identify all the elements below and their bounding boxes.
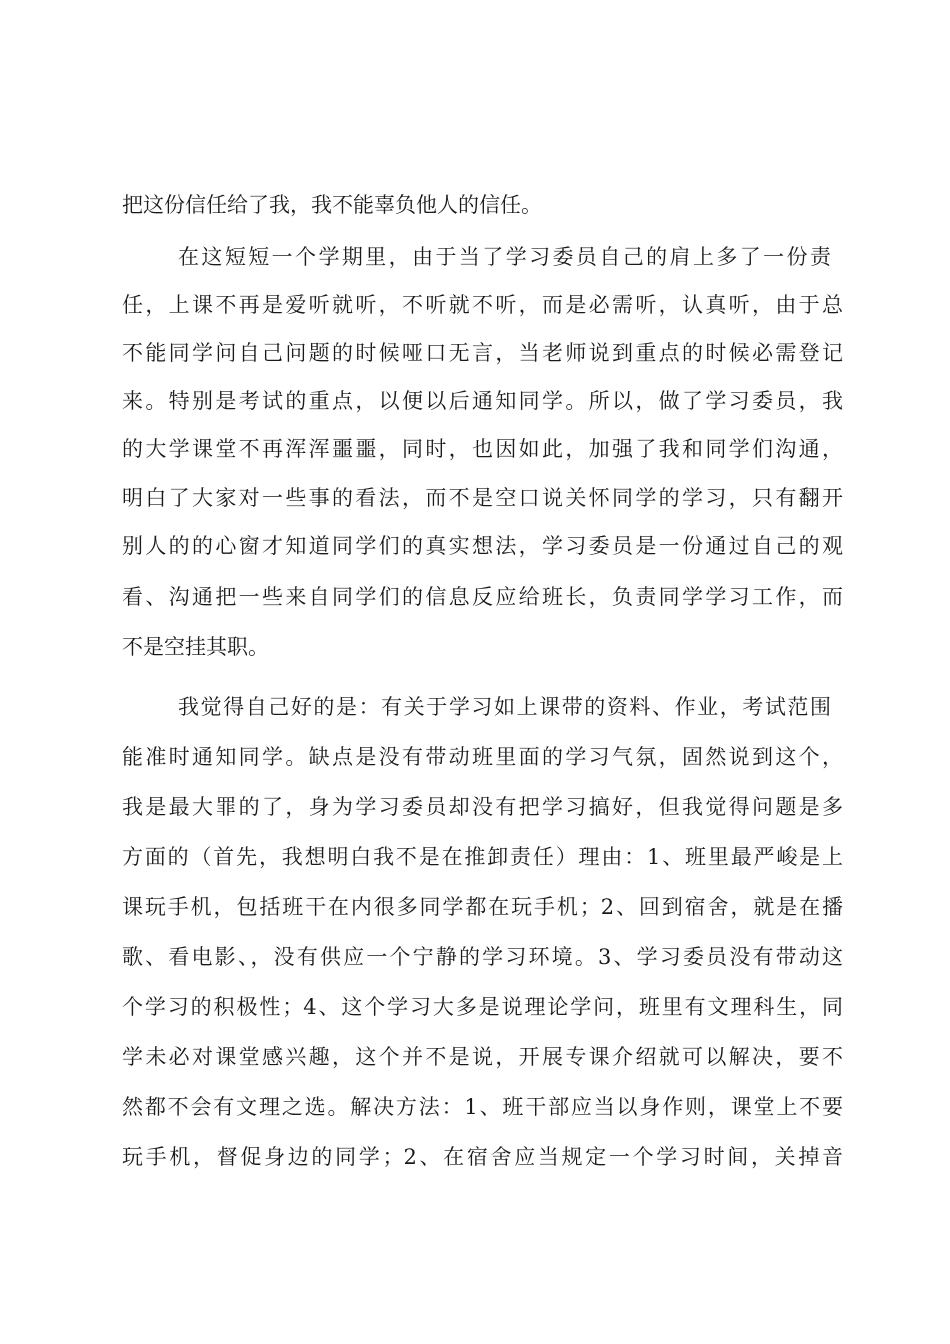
text-line: 方面的（首先，我想明白我不是在推卸责任）理由：1、班里最严峻是上 (122, 845, 843, 869)
text-line: 任，上课不再是爱听就听，不听就不听，而是必需听，认真听，由于总 (122, 293, 843, 317)
text-line: 然都不会有文理之选。解决方法：1、班干部应当以身作则，课堂上不要 (122, 1095, 843, 1119)
text-line: 我是最大罪的了，身为学习委员却没有把学习搞好，但我觉得问题是多 (122, 795, 843, 819)
paragraph-last-line: 不是空挂其职。 (122, 635, 269, 659)
text-line: 不能同学问自己问题的时候哑口无言，当老师说到重点的时候必需登记 (122, 341, 843, 365)
text-line: 的大学课堂不再浑浑噩噩，同时，也因如此，加强了我和同学们沟通， (122, 437, 843, 461)
text-line-continuation: 把这份信任给了我，我不能辜负他人的信任。 (122, 193, 542, 217)
text-line: 能准时通知同学。缺点是没有带动班里面的学习气氛，固然说到这个， (122, 745, 843, 769)
text-line: 来。特别是考试的重点，以便以后通知同学。所以，做了学习委员，我 (122, 389, 843, 413)
text-line: 个学习的积极性；4、这个学习大多是说理论学问，班里有文理科生，同 (122, 995, 843, 1019)
text-line: 明白了大家对一些事的看法，而不是空口说关怀同学的学习，只有翻开 (122, 486, 843, 510)
text-line: 学未必对课堂感兴趣，这个并不是说，开展专课介绍就可以解决，要不 (122, 1045, 843, 1069)
text-line: 课玩手机，包括班干在内很多同学都在玩手机；2、回到宿舍，就是在播 (122, 895, 843, 919)
text-line: 别人的的心窗才知道同学们的真实想法，学习委员是一份通过自己的观 (122, 534, 843, 558)
text-line: 看、沟通把一些来自同学们的信息反应给班长，负责同学学习工作，而 (122, 585, 843, 609)
paragraph-first-line: 我觉得自己好的是：有关于学习如上课带的资料、作业，考试范围 (178, 695, 831, 719)
paragraph-first-line: 在这短短一个学期里，由于当了学习委员自己的肩上多了一份责 (178, 245, 831, 269)
text-line: 歌、看电影、，没有供应一个宁静的学习环境。3、学习委员没有带动这 (122, 945, 843, 969)
text-line: 玩手机，督促身边的同学；2、在宿舍应当规定一个学习时间，关掉音 (122, 1145, 843, 1169)
